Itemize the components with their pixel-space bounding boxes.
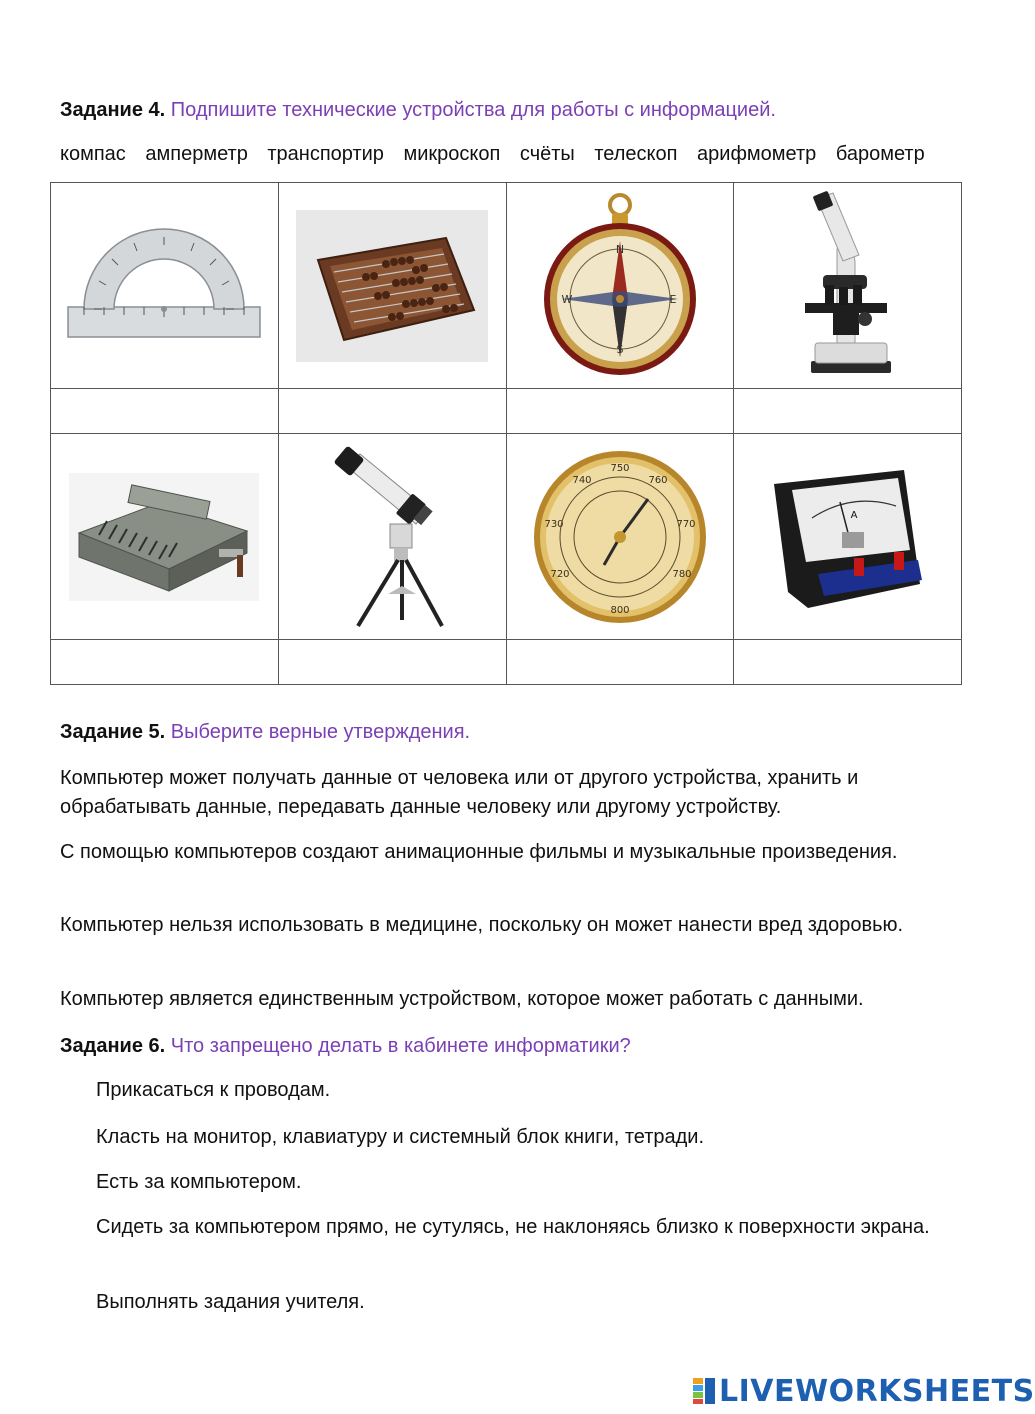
image-cell xyxy=(51,183,279,389)
statement-option[interactable]: С помощью компьютеров создают анимационные фильмы и музыкальные произведения. xyxy=(60,841,898,863)
rule-option[interactable]: Есть за компьютером. xyxy=(96,1171,302,1193)
svg-text:N: N xyxy=(615,242,624,256)
svg-text:740: 740 xyxy=(572,474,592,486)
task4-label: Задание 4. xyxy=(60,99,166,121)
svg-text:A: A xyxy=(850,509,858,521)
answer-cell[interactable] xyxy=(51,640,279,685)
barometer-image xyxy=(530,447,710,627)
task6-title xyxy=(60,1032,631,1060)
statement-option[interactable]: Компьютер может получать данные от человека или от другого устройства, хранить и обрабатывать данные, передавать данные человеку или другому устройству. xyxy=(60,767,859,818)
svg-text:760: 760 xyxy=(648,474,668,486)
statement-option[interactable]: Компьютер является единственным устройством, которое может работать с данными. xyxy=(60,988,864,1010)
telescope-image xyxy=(332,444,452,629)
answer-cell[interactable] xyxy=(278,640,506,685)
word-bank-item: микроскоп xyxy=(403,143,501,165)
task5-label: Задание 5. xyxy=(60,721,166,743)
image-cell xyxy=(734,183,962,389)
svg-text:780: 780 xyxy=(672,568,692,580)
rule-option[interactable]: Выполнять задания учителя. xyxy=(96,1291,365,1313)
image-cell xyxy=(278,183,506,389)
image-cell xyxy=(734,434,962,640)
task4-title xyxy=(60,96,776,124)
image-cell xyxy=(51,434,279,640)
svg-text:720: 720 xyxy=(550,568,570,580)
brand-name: LIVEWORKSHEETS xyxy=(719,1373,1035,1409)
svg-text:E: E xyxy=(669,292,677,306)
rule-option[interactable]: Прикасаться к проводам. xyxy=(96,1079,331,1101)
svg-text:S: S xyxy=(616,342,624,356)
svg-text:770: 770 xyxy=(676,518,696,530)
word-bank-item: барометр xyxy=(835,143,925,165)
task5-instruction: Выберите верные утверждения. xyxy=(170,721,471,743)
image-cell xyxy=(506,183,734,389)
word-bank xyxy=(60,140,925,168)
logo-badge-icon xyxy=(693,1378,715,1404)
rule-option[interactable]: Сидеть за компьютером прямо, не сутулясь, не наклоняясь близко к поверхности экрана. xyxy=(96,1216,930,1238)
svg-text:800: 800 xyxy=(610,604,630,616)
microscope-image xyxy=(793,193,903,378)
device-grid xyxy=(50,182,962,685)
word-bank-item: компас xyxy=(60,143,126,165)
rule-option[interactable]: Класть на монитор, клавиатуру и системный блок книги, тетради. xyxy=(96,1126,705,1148)
answer-cell[interactable] xyxy=(278,389,506,434)
abacus-image xyxy=(296,210,488,362)
compass-image xyxy=(540,191,700,381)
image-cell xyxy=(278,434,506,640)
word-bank-item: транспортир xyxy=(267,143,384,165)
answer-cell[interactable] xyxy=(506,389,734,434)
svg-text:750: 750 xyxy=(610,462,630,474)
protractor-image xyxy=(64,221,264,351)
ammeter-image xyxy=(768,462,928,612)
task6-instruction: Что запрещено делать в кабинете информатики? xyxy=(170,1035,631,1057)
task5-title xyxy=(60,718,470,746)
liveworksheets-logo[interactable] xyxy=(693,1374,1035,1408)
answer-cell[interactable] xyxy=(734,389,962,434)
task6-label: Задание 6. xyxy=(60,1035,166,1057)
answer-cell[interactable] xyxy=(506,640,734,685)
answer-cell[interactable] xyxy=(51,389,279,434)
word-bank-item: амперметр xyxy=(145,143,248,165)
svg-text:W: W xyxy=(561,292,573,306)
svg-text:730: 730 xyxy=(544,518,564,530)
word-bank-item: арифмометр xyxy=(697,143,817,165)
statement-option[interactable]: Компьютер нельзя использовать в медицине, поскольку он может нанести вред здоровью. xyxy=(60,914,904,936)
task4-instruction: Подпишите технические устройства для работы с информацией. xyxy=(170,99,776,121)
arithmometer-image xyxy=(69,473,259,601)
word-bank-item: телескоп xyxy=(594,143,678,165)
word-bank-item: счёты xyxy=(519,143,575,165)
answer-cell[interactable] xyxy=(734,640,962,685)
image-cell xyxy=(506,434,734,640)
